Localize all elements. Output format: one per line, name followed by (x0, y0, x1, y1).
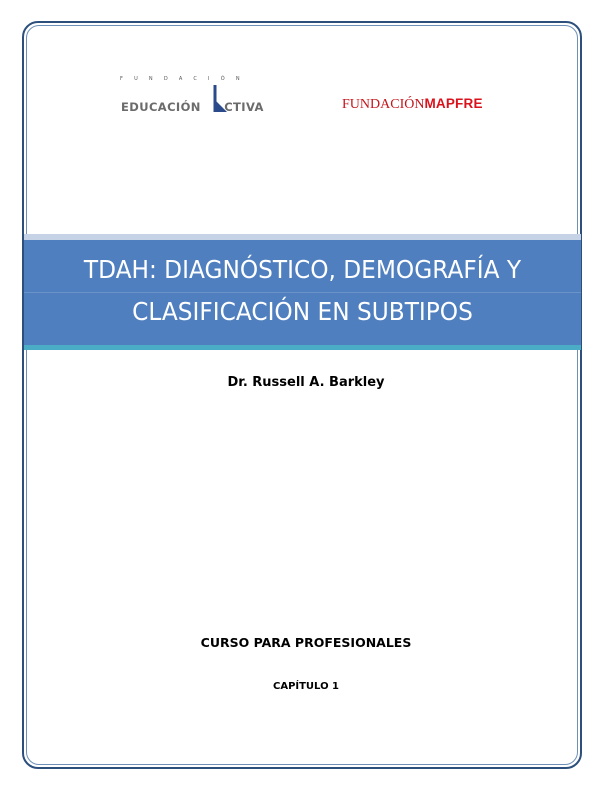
banner-top-strip (24, 234, 581, 240)
educacion-word: EDUCACIÓN (121, 100, 201, 114)
title-banner (24, 234, 581, 350)
mapfre-word: MAPFRE (424, 96, 483, 111)
activa-word: CTIVA (224, 100, 264, 114)
banner-bottom-strip (24, 345, 581, 350)
chapter-label: CAPÍTULO 1 (272, 681, 340, 692)
author-name: Dr. Russell A. Barkley (227, 375, 385, 390)
title-line-2: CLASIFICACIÓN EN SUBTIPOS (132, 297, 473, 326)
course-label: CURSO PARA PROFESIONALES (200, 635, 412, 650)
fundacion-word: FUNDACIÓN (342, 97, 425, 112)
fundacion-small-text: FUNDACIÓN (120, 76, 251, 82)
page-border-inner (26, 25, 578, 765)
fundacion-mapfre-logo (342, 95, 483, 113)
educacion-activa-text (121, 100, 264, 114)
educacion-activa-logo (118, 76, 268, 120)
banner-divider (24, 292, 581, 293)
title-line-1: TDAH: DIAGNÓSTICO, DEMOGRAFÍA Y (83, 255, 522, 284)
activa-triangle-icon (209, 84, 229, 114)
